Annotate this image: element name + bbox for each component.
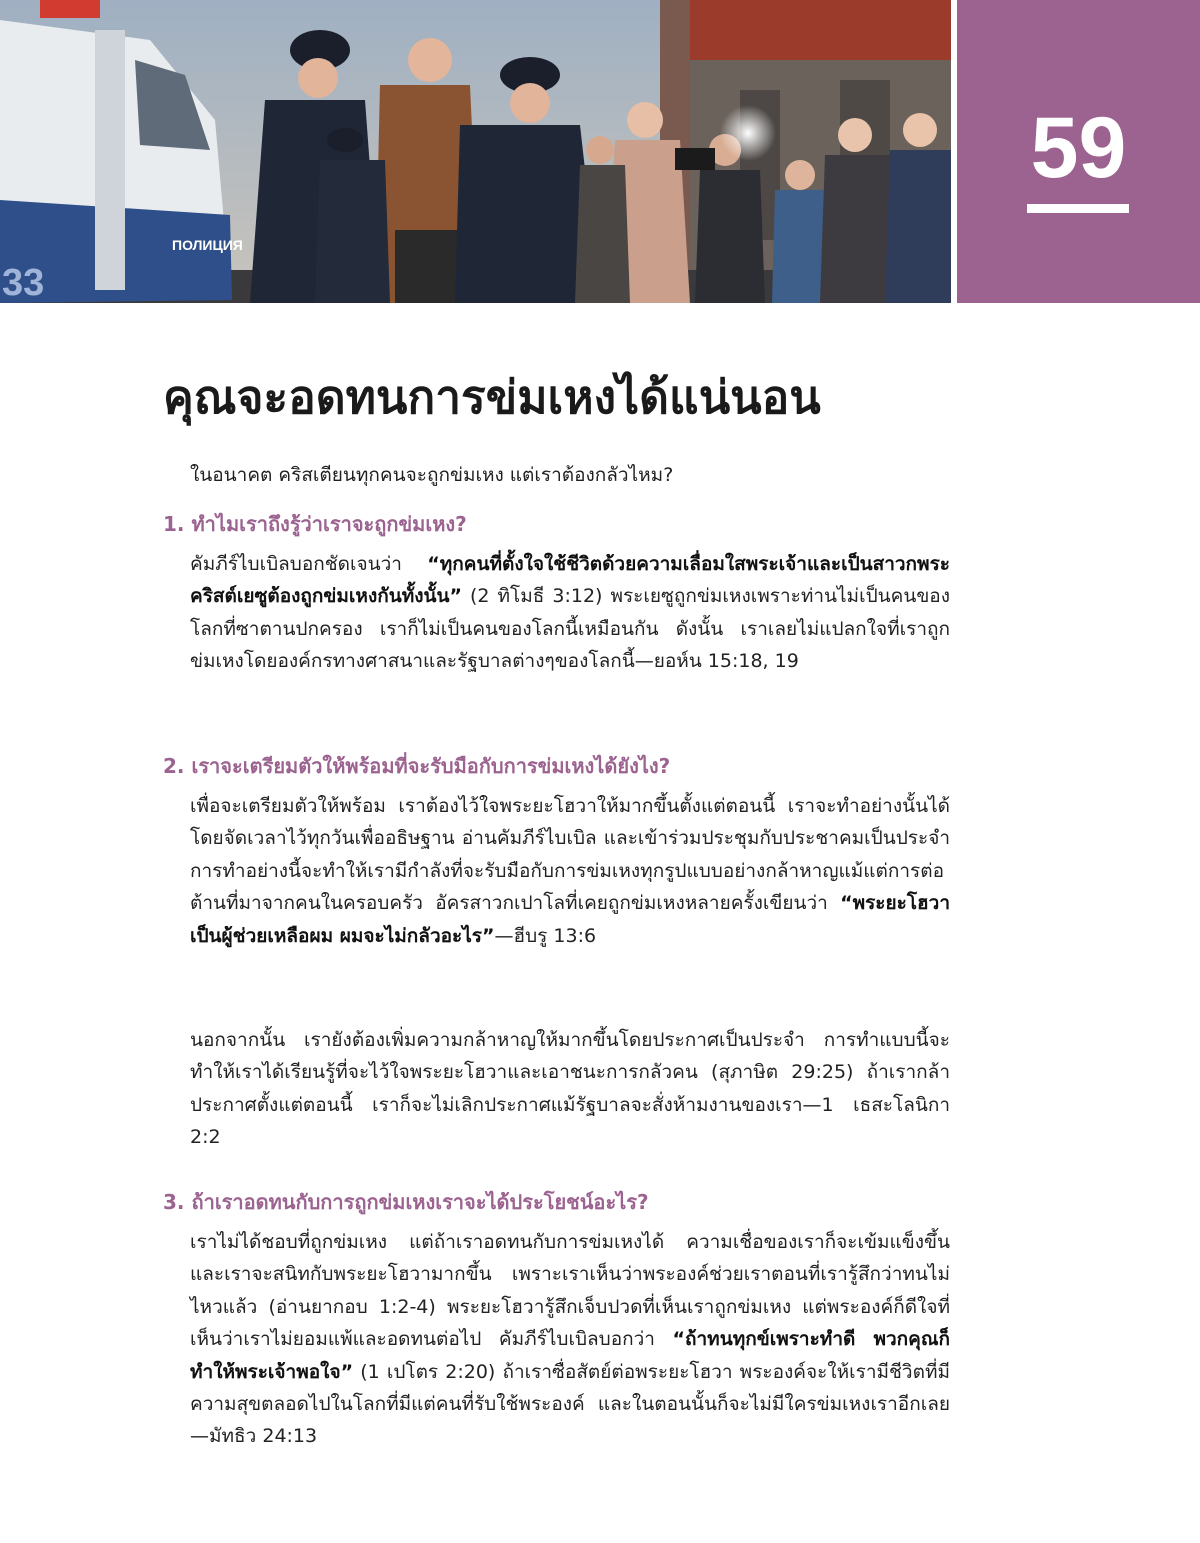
scripture-quote: “ทุกคนที่ตั้งใจใช้ชีวิตด้วยความเลื่อมใสพระเจ้าและเป็นสาวกพระคริสต์เยซูต้องถูกข่มเหงกันทั้งนั้น” [190, 553, 950, 608]
scripture-quote: “ถ้าทนทุกข์เพราะทำดี พวกคุณก็ทำให้พระเจ้าพอใจ” [190, 1328, 950, 1383]
hero-illustration [0, 0, 951, 303]
scripture-quote: “พระยะโฮวาเป็นผู้ช่วยเหลือผม ผมจะไม่กลัวอะไร” [190, 892, 950, 947]
answer-text: เราไม่ได้ชอบที่ถูกข่มเหง แต่ถ้าเราอดทนกับการข่มเหงได้ ความเชื่อของเราก็จะเข้มแข็งขึ้น และเราจะสนิทกับพระยะโฮวามากขึ้น เพราะเราเห็นว่าพระองค์ช่วยเราตอนที่เรารู้สึกว่าทนไม่ไหวแล้ว (อ่านยากอบ 1:2-4) พระยะโฮวารู้สึกเจ็บปวดที่เห็นเราถูกข่มเหง แต่พระองค์ก็ดีใจที่เห็นว่าเราไม่ยอมแพ้และอดทนต่อไป คัมภีร์ไบเบิลบอกว่า [190, 1231, 950, 1351]
answer-text: เพื่อจะเตรียมตัวให้พร้อม เราต้องไว้ใจพระยะโฮวาให้มากขึ้นตั้งแต่ตอนนี้ เราจะทำอย่างนั้นได้โดยจัดเวลาไว้ทุกวันเพื่ออธิษฐาน อ่านคัมภีร์ไบเบิล และเข้าร่วมประชุมกับประชาคมเป็นประจำ การทำอย่างนี้จะทำให้เรามีกำลังที่จะรับมือกับการข่มเหงทุกรูปแบบอย่างกล้าหาญแม้แต่การต่อต้านที่มาจากคนในครอบครัว อัครสาวกเปาโลที่เคยถูกข่มเหงหลายครั้งเขียนว่า [190, 795, 950, 915]
intro-text: ในอนาคต คริสเตียนทุกคนจะถูกข่มเหง แต่เราต้องกลัวไหม? [190, 464, 674, 486]
van-number: 33 [2, 262, 45, 303]
lesson-number: 59 [1030, 100, 1127, 196]
answer-2-paragraph-2 [190, 1024, 950, 1154]
answer-text: คัมภีร์ไบเบิลบอกชัดเจนว่า [190, 553, 428, 575]
answer-text: —ฮีบรู 13:6 [494, 924, 597, 947]
question-2: 2. เราจะเตรียมตัวให้พร้อมที่จะรับมือกับการข่มเหงได้ยังไง? [163, 754, 671, 778]
question-1: 1. ทำไมเราถึงรู้ว่าเราจะถูกข่มเหง? [163, 512, 467, 536]
lesson-number-underline [1027, 204, 1129, 213]
answer-text: (1 เปโตร 2:20) ถ้าเราซื่อสัตย์ต่อพระยะโฮวา พระองค์จะให้เรามีชีวิตที่มีความสุขตลอดไปในโลกที่มีแต่คนที่รับใช้พระองค์ และในตอนนั้นก็จะไม่มีใครข่มเหงเราอีกเลย—มัทธิว 24:13 [190, 1360, 950, 1448]
answer-1-paragraph [190, 548, 950, 678]
camera-flash [720, 105, 776, 161]
page-title: คุณจะอดทนการข่มเหงได้แน่นอน [163, 370, 821, 424]
question-3: 3. ถ้าเราอดทนกับการถูกข่มเหงเราจะได้ประโยชน์อะไร? [163, 1190, 649, 1214]
van-label: ПОЛИЦИЯ [172, 237, 243, 253]
answer-text: นอกจากนั้น เรายังต้องเพิ่มความกล้าหาญให้มากขึ้นโดยประกาศเป็นประจำ การทำแบบนี้จะทำให้เราได้เรียนรู้ที่จะไว้ใจพระยะโฮวาและเอาชนะการกลัวคน (สุภาษิต 29:25) ถ้าเรากล้าประกาศตั้งแต่ตอนนี้ เราก็จะไม่เลิกประกาศแม้รัฐบาลจะสั่งห้ามงานของเรา—1 เธสะโลนิกา 2:2 [190, 1029, 950, 1149]
hero-photo [0, 0, 951, 303]
answer-3-paragraph [190, 1226, 950, 1453]
lesson-number-box [957, 0, 1200, 303]
answer-text: (2 ทิโมธี 3:12) พระเยซูถูกข่มเหงเพราะท่านไม่เป็นคนของโลกที่ซาตานปกครอง เราก็ไม่เป็นคนของโลกนี้เหมือนกัน ดังนั้น เราเลยไม่แปลกใจที่เราถูกข่มเหงโดยองค์กรทางศาสนาและรัฐบาลต่างๆของโลกนี้—ยอห์น 15:18, 19 [190, 585, 950, 673]
answer-2-paragraph-1 [190, 790, 950, 952]
